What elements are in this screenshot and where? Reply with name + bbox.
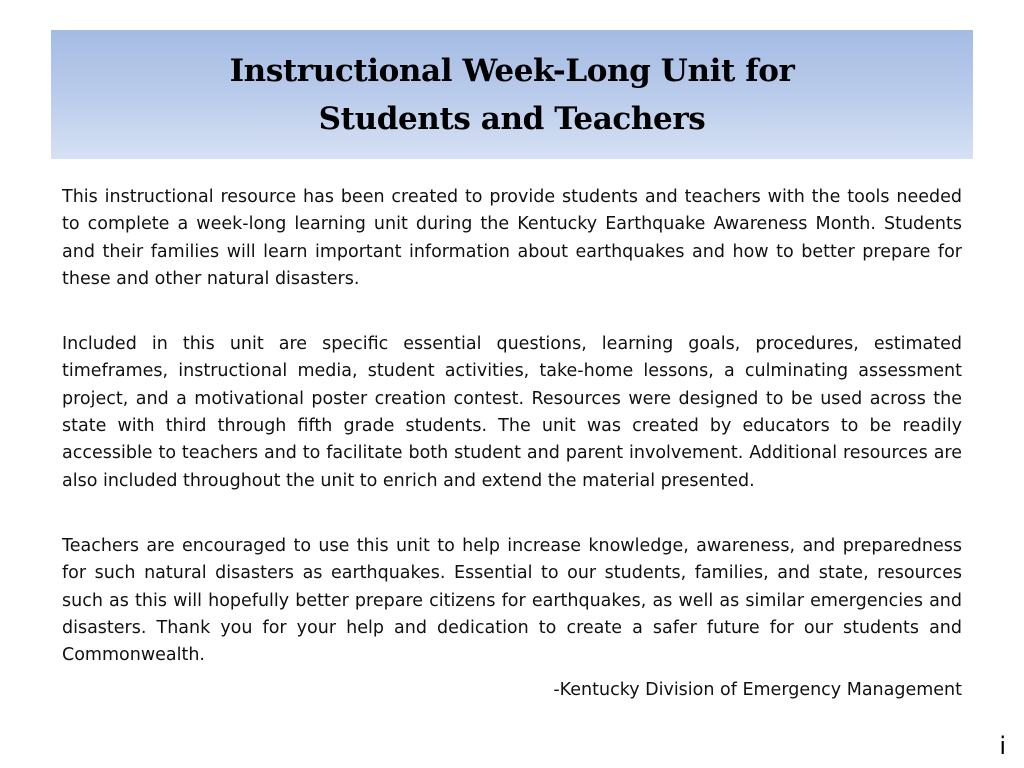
intro-paragraph: This instructional resource has been created to provide students and teachers with the tools needed to complete a week-long learning unit during the Kentucky Earthquake Awareness Month. Students and their families will learn important information about earthquakes and how to better prepare for these and other natural disasters. xyxy=(62,187,962,289)
encouragement-paragraph: Teachers are encouraged to use this unit to help increase knowledge, awareness, and preparedness for such natural disasters as earthquakes. Essential to our students, families, and state, resources such as this will hopefully better prepare citizens for earthquakes, as well as similar emergencies and disasters. Thank you for your help and dedication to create a safer future for our students and Commonwealth. xyxy=(62,535,962,666)
page-title-line-2: Students and Teachers xyxy=(318,100,706,137)
contents-paragraph: Included in this unit are specific essential questions, learning goals, procedures, estimated timeframes, instructional media, student activities, take-home lessons, a culminating assessment project, and a motivational poster creation contest. Resources were designed to be used across the state with third through fifth grade students. The unit was created by educators to be readily accessible to teachers and to facilitate both student and parent involvement. Additional resources are also included throughout the unit to enrich and extend the material presented. xyxy=(62,334,962,491)
signature: -Kentucky Division of Emergency Management xyxy=(553,680,962,701)
body-text xyxy=(62,184,962,705)
page-number: i xyxy=(999,732,1006,760)
title-banner xyxy=(51,30,973,159)
page-title-line-1: Instructional Week-Long Unit for xyxy=(229,52,795,89)
